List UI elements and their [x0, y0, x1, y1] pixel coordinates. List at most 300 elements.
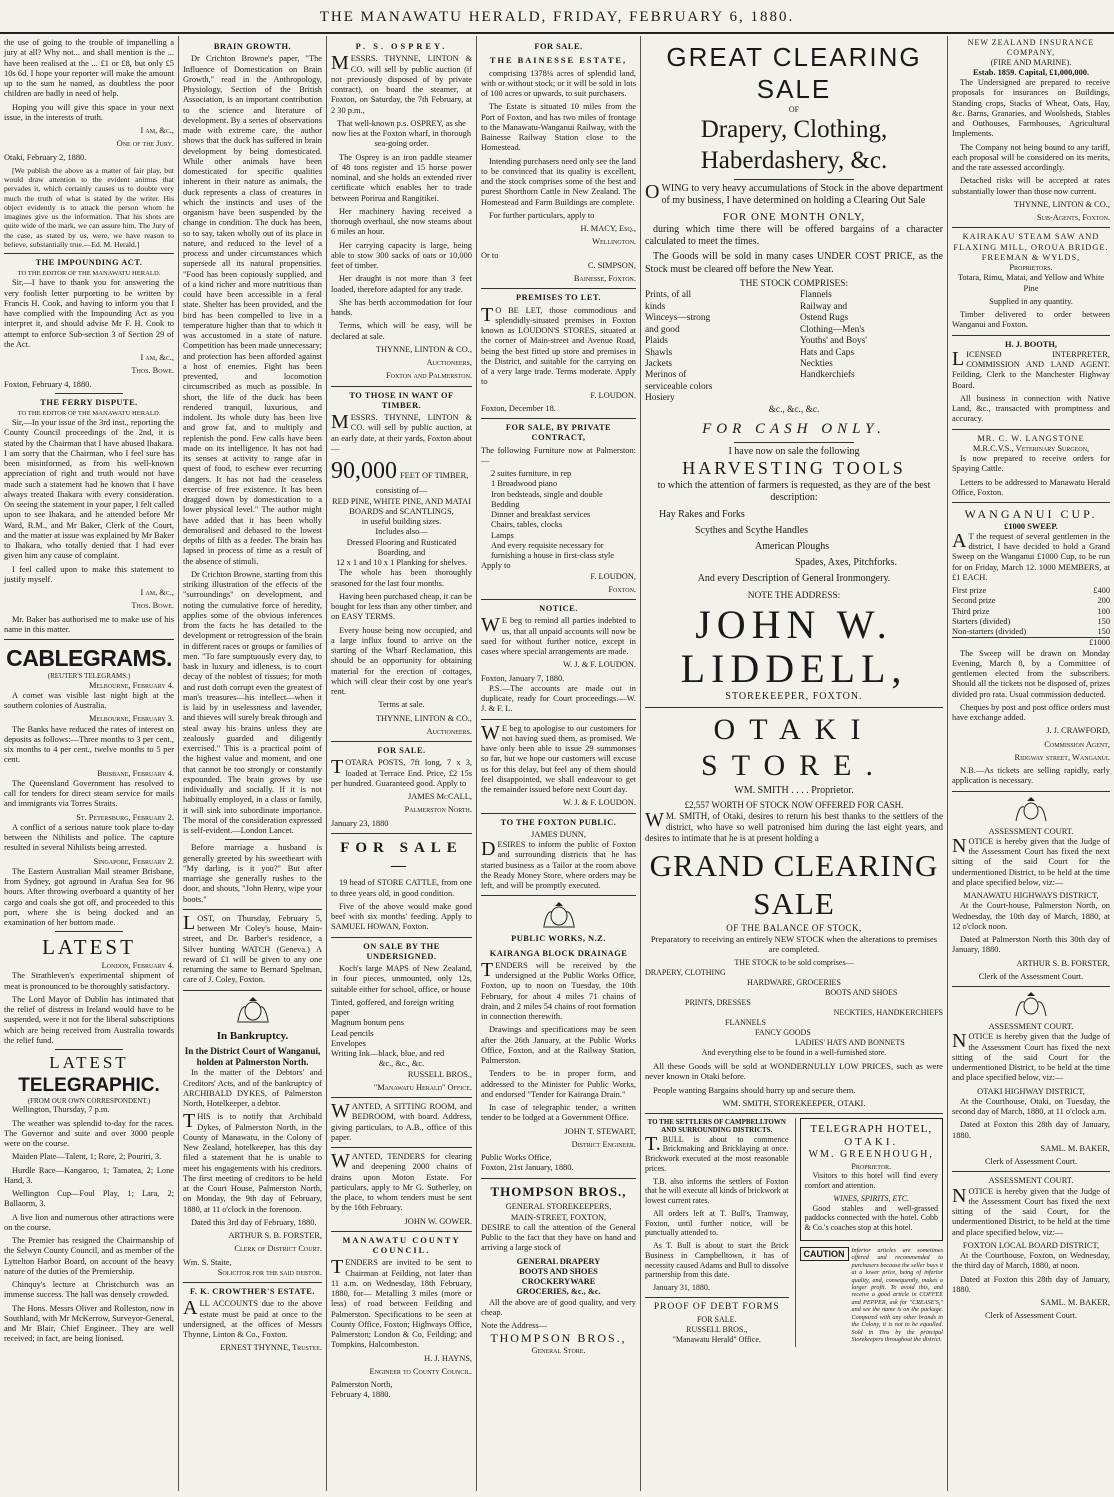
debt-text: FOR SALE.	[696, 1315, 737, 1325]
caution-ad	[800, 1247, 944, 1347]
apology-body: WE beg to apologise to our customers for not having sued them, as promised. We have only been able to issue 29 summonses so far, but we hope our customers will excuse us for this delay, but feel any of them should feel disappointed, we shall endeavour to get the remainder issued before next Court day.	[481, 721, 636, 794]
kairakau-owner: FREEMAN & WYLDS,	[981, 252, 1081, 262]
list-item: 1 Broadwood piano	[491, 479, 558, 489]
divider	[183, 909, 322, 910]
sign: Engineer to County Council.	[369, 1366, 472, 1376]
works-text: TENDERS will be received by the undersigned at the Public Works Office, Foxton, up to noon on Tuesday, the 10th February, for about 4 miles 71 chains of drain, and 2 miles 54 chains of root formation in connection therewith.	[481, 958, 636, 1021]
letter-text: the use of going to the trouble of impanelling a jury at all? Why not... and shall mention is the ... have been realised at the ... £1 or £8, but only £5 10s 6d. I hope your reporter will make the amount up to the sum he named, as doubtless the poor children are badly in need of help.	[4, 38, 174, 99]
assess-text: At the Courthouse, Foxton, on Wednesday, the third day of March, 1880, at noon.	[952, 1251, 1110, 1271]
kairakau-text: Supplied in any quantity.	[989, 296, 1073, 306]
langstone-text: Letters to be addressed to Manawatu Herald Office, Foxton.	[952, 477, 1110, 497]
maps-title: ON SALE BY THE UNDERSIGNED.	[363, 941, 440, 961]
brain-text: Dr Crichton Browne, starting from this striking illustration of the effects of the "surroundings" on development, and noting the cumulative force of heredity, applies some of the obvious inferences from the facts he has detailed to the development or retrogression of the brain in different races or groups or families of men. "To fare sumptuously every day, to bask in luxury and idleness, is to court decay of the noblest of tissues; for moth and rust doth corrupt even the greatest of man's treasures—his intellect—when it is laid by in uselessness and lavender, and thieves will surely break through and steal away his brains unless they are zealously guarded and diligently exercised." This is a practical point of the highest value and moment, and one that cannot be too strongly or constantly expounded. The brain grows by use individually and socially. If it is not habitually employed, in a class or family, it will sink into subordinate importance. The moral of the consideration expressed is self-evident.—London Lancet.	[183, 569, 322, 835]
cable-text: A comet was visible last night high at the southern colonies of Australia.	[4, 690, 174, 711]
bull-text: T.B. also informs the settlers of Foxton that he will execute all kinds of brickwork at lowest current rates.	[645, 1176, 789, 1206]
timber-line: Includes also—	[375, 527, 428, 537]
sign: JOHN T. STEWART,	[564, 1126, 636, 1136]
prize-amount: 150	[1097, 616, 1110, 626]
sign: February 4, 1880.	[331, 1390, 391, 1400]
list-item: Flannels	[799, 290, 832, 301]
impounding-body: Sir,—I have to thank you for answering the very foolish letter purporting to be written by Francis H. Cook, and having to inform you that I have complied with the Impounding Act as you interpret it, and should advise Mr F. H. Cook to attempt to enforce Sub-section 3 of Section 29 of the Act.	[4, 278, 174, 349]
hotel-town: OTAKI.	[844, 1135, 899, 1148]
thompson-text: DESIRE to call the attention of the General Public to the fact that they have on hand and arriving a large stock of	[481, 1222, 636, 1253]
booth-name: H. J. BOOTH,	[1005, 339, 1057, 349]
assess-title: ASSESSMENT COURT.	[988, 826, 1074, 836]
assess-district: OTAKI HIGHWAY DISTRICT,	[977, 1086, 1085, 1096]
timber-amount-row	[331, 457, 472, 486]
timber-title: TO THOSE IN WANT OF TIMBER.	[349, 390, 454, 410]
sign: Thos. Bowe.	[131, 601, 174, 611]
harvest-title: HARVESTING TOOLS	[682, 457, 906, 478]
bottom-ads	[645, 1118, 943, 1347]
sign: Palmerston North.	[404, 805, 472, 815]
maps-item: Koch's large MAPS of New Zealand, in four pieces, unmounted, only 12s, suitable either for school, office, or house	[331, 964, 472, 994]
sign: ARTHUR S. B. FORSTER,	[228, 1231, 322, 1241]
premises-body: TO BE LET, those commodious and splendidly-situated premises in Foxton known as LOUDON'S STORES, situated at the corner of Main-street and Avenue Road, being the best fitted up store and premises in the District, and suitable for the carrying on of a very large trade. Terms moderate. Apply to	[481, 303, 636, 387]
thompson-title: THOMPSON BROS.,	[490, 1183, 627, 1199]
cablegrams-sub: (REUTER'S TELEGRAMS.)	[47, 672, 131, 681]
stock-left	[645, 290, 788, 405]
dateline: Melbourne, February 3.	[88, 714, 174, 724]
latest-text: The Lord Mayor of Dublin has intimated that the relief of distress in Ireland would have to be suspended, were it not for the liberal subscriptions which are being received from Australia towards the relief fund.	[4, 994, 174, 1045]
thompson-item: GROCERIES, &c., &c.	[516, 1287, 601, 1297]
cup-body: AT the request of several gentlemen in the district, I have decided to hold a Grand Sweep on the Wanganui £1000 Cup, to be run for on Friday, March 12. 1000 MEMBERS, at £1 EACH.	[952, 529, 1110, 582]
timber-text: The whole has been thoroughly seasoned for the last four months.	[331, 568, 472, 588]
column-4	[477, 38, 640, 1488]
prize-amount: 200	[1097, 596, 1110, 606]
crowther-sign: ERNEST THYNNE, Trustee.	[220, 1343, 322, 1353]
bull-text: T.BULL is about to commence Brickmaking and Bricklaying at once. Brickwork executed at the most reasonable prices.	[645, 1132, 789, 1173]
divider	[331, 1097, 472, 1098]
sign: THYNNE, LINTON & CO.,	[375, 713, 472, 723]
latest-text: The Strathleven's experimental shipment of meat is pronounced to be thoroughly satisfactory.	[4, 971, 174, 991]
sign: I am, &c.,	[140, 353, 174, 363]
divider	[331, 937, 472, 938]
sign: F. LOUDON,	[590, 571, 636, 581]
grand-sale: GRAND CLEARING SALE	[649, 848, 939, 921]
cup-rules: The Sweep will be drawn on Monday Evening, March 8, by a Committee of gentlemen elected from the subscribers. Should all the tickets not be disposed of, prizes divided pro rata. Usual commission deducted.	[952, 648, 1110, 699]
insurance-text: The Undersigned are prepared to receive proposals for insurances on Buildings, Standing crops, Stacks of Wheat, Oats, Hay, &c. Barns, Granaries, and Woolsheds, Stables and Outhouses, Farmhouses, Agricultural Implements.	[952, 78, 1110, 139]
otaki-title: OTAKI STORE.	[701, 712, 887, 783]
maps-item: Envelopes	[331, 1038, 366, 1048]
sign: Wm. S. Staite,	[183, 1257, 232, 1267]
telegraphic-title: LATEST	[49, 1053, 129, 1072]
assess-text: Dated at Palmerston North this 30th day of January, 1880.	[952, 935, 1110, 955]
forsale-title: FOR SALE.	[534, 42, 583, 51]
assess-title: ASSESSMENT COURT.	[988, 1176, 1074, 1186]
langstone-sub: M.R.C.V.S., Veterinary Surgeon,	[972, 443, 1090, 453]
sign: RUSSELL BROS.,	[407, 1069, 472, 1079]
booth-tail: All business in connection with Native Land, &c., transacted with promptness and accuracy.	[952, 393, 1110, 424]
cablegrams-title: CABLEGRAMS.	[6, 645, 172, 672]
impounding-to: TO THE EDITOR OF THE MANAWATU HERALD.	[17, 270, 161, 278]
forsale-body: 19 head of STORE CATTLE, from one to three years old, in good condition.	[331, 878, 472, 898]
tele-text: Hurdle Race—Kangaroo, 1; Tamatea, 2; Lone Hand, 3.	[4, 1165, 174, 1185]
bainesse-title: THE BAINESSE ESTATE,	[489, 56, 628, 66]
sign: C. SIMPSON,	[587, 260, 636, 270]
crowther-body: ALL ACCOUNTS due to the above estate must be paid at once to the undersigned, at the offices of Messrs Thynne, Linton & Co., Foxton.	[183, 1297, 322, 1340]
list-item: Clothing—Men's Youths' and Boys'	[799, 324, 867, 347]
otaki-body: WM. SMITH, of Otaki, desires to return his best thanks to the settlers of the district, who have so well patronised him during the last eight years, and desires to intimate that he is at present holding a	[645, 809, 943, 844]
public-body: DESIRES to inform the public of Foxton and surrounding districts that he has started business as a Tailor at the room above the Ready Money Store, where orders may be left, and will be promptly executed.	[481, 838, 636, 890]
osprey-text: MESSRS. THYNNE, LINTON & CO. will sell by public auction (if not previously disposed of by private contract), on board the steamer, at Foxton, on Saturday, the 7th February, at 2 30 p.m.,	[331, 52, 472, 115]
sale-text: The Goods will be sold in many cases UNDER COST PRICE, as the Stock must be cleared off before the New Year.	[645, 251, 943, 275]
sign: Solicitor for the said debtor.	[217, 1267, 322, 1277]
divider	[952, 429, 1110, 430]
divider	[952, 335, 1110, 336]
harvest-item: Spades, Axes, Pitchforks.	[795, 557, 897, 569]
divider	[734, 179, 853, 180]
letter-sign: I am, &c.,	[140, 126, 174, 135]
maps-item: Tinted, goffered, and foreign writing paper	[331, 997, 454, 1018]
royal-arms-icon	[1011, 991, 1051, 1019]
sign: District Engineer.	[571, 1139, 636, 1149]
assess-text: NOTICE is hereby given that the Judge of the Assessment Court has fixed the next sitting of the said Court for the undermentioned District, to be held at the time and place specified below, viz:—	[952, 834, 1110, 887]
dateline: Singapore, February 2.	[93, 856, 174, 866]
assess-text: Dated at Foxton this 28th day of January, 1880.	[952, 1274, 1110, 1294]
ferry-body: Sir,—In your issue of the 3rd inst., reporting the County Council proceedings of the 2nd, it is stated by the Chairman that I have abused Ihakara. I am sorry that the Chairman, who I feel sure has been misinformed, as from his well-known appreciation of right and truth would not have made such a statement had he known that I have always treated Ihakara with every consideration. On seeing the statement in your paper, I felt called upon to see Ihakara, and he attended before Mr Ward, R.M., and Mr Baker, Clerk of the Court, and the matter at issue was explained by Mr Baker to Ihakara, who totally denied that I had ever given him any cause of complaint.	[4, 418, 174, 561]
bull-text: As T. Bull is about to start the Brick Business in Campbelltown, it has of necessity caused Adams and Bull to dissolve partnership from this date.	[645, 1241, 789, 1280]
bull-ad	[645, 1118, 789, 1347]
kairakau-text: Totara, Rimu, Matai, and Yellow and White Pine	[957, 273, 1105, 293]
assess-title: ASSESSMENT COURT.	[988, 1022, 1074, 1032]
divider	[952, 791, 1110, 792]
tele-text: A live lion and numerous other attractions were on the course.	[4, 1212, 174, 1232]
sale-text: FOR ONE MONTH ONLY,	[722, 210, 866, 223]
debt-title: PROOF OF DEBT FORMS	[653, 1301, 780, 1312]
forsale-body: Five of the above would make good beef with six months' feeding. Apply to SAMUEL HOWAN, Foxton.	[331, 901, 472, 932]
list-item: Shawls	[645, 347, 673, 358]
assess-district: FOXTON LOCAL BOARD DISTRICT,	[962, 1240, 1100, 1250]
thompson-item: CROCKERYWARE	[521, 1277, 596, 1287]
sign: Apply to	[481, 561, 511, 571]
assess-text: At the Court-house, Palmerston North, on Wednesday, the 10th day of March, 1880, at 12 o'clock noon.	[952, 901, 1110, 931]
council-title: MANAWATU COUNTY COUNCIL.	[342, 1235, 461, 1256]
bull-title: TO THE SETTLERS OF CAMPBELLTOWN AND SURROUNDING DISTRICTS.	[647, 1117, 786, 1135]
public-title: TO THE FOXTON PUBLIC.	[500, 817, 617, 827]
sign: Thos. Bowe.	[131, 366, 174, 376]
list-item: Bedding	[491, 499, 520, 509]
divider	[734, 442, 853, 443]
list-item: DRAPERY, CLOTHING	[645, 967, 726, 977]
sign: F. LOUDON.	[590, 390, 636, 400]
wanted-ad: WANTED, A SITTING ROOM, and BEDROOM, with board. Address, giving particulars, to A.B., office of this paper.	[331, 1100, 472, 1142]
osprey-text: The Osprey is an iron paddle steamer of 48 tons register and 15 horse power nominal, and she holds an extended river certificate which enables her to trade between Porirua and Rangitikei.	[331, 152, 472, 203]
list-item: Plaids	[645, 336, 668, 347]
sign-date: Foxton, January 7, 1880.	[481, 673, 565, 683]
list-item: Neckties	[799, 359, 833, 369]
royal-arms-icon	[1011, 796, 1051, 824]
insurance-sub: (FIRE AND MARINE).	[990, 57, 1072, 67]
sign: Clerk of District Court.	[234, 1244, 322, 1254]
crowther-title: F. K. CROWTHER'S ESTATE.	[190, 1287, 315, 1297]
sign-date: Foxton, February 4, 1880.	[4, 379, 92, 389]
liddell-name: JOHN W. LIDDELL,	[680, 601, 908, 691]
debt-text: RUSSELL BROS.,	[686, 1325, 748, 1335]
works-text: In case of telegraphic tender, a written tender to be lodged at a Government Office.	[481, 1103, 636, 1123]
sign: Clerk of Assessment Court.	[984, 1311, 1078, 1321]
sale-goods: Drapery, Clothing, Haberdashery, &c.	[700, 116, 888, 174]
divider	[952, 502, 1110, 503]
forsale-body: TOTARA POSTS, 7ft long, 7 x 3, loaded at Terrace End. Price, £2 15s per hundred. Guaranteed good. Apply to	[331, 756, 472, 788]
list-item: 2 suites furniture, in rep	[491, 469, 572, 478]
timber-amount: 90,000	[331, 458, 397, 484]
works-sub: KAIRANGA BLOCK DRAINAGE	[489, 948, 628, 958]
harvest-item: American Ploughs	[755, 541, 830, 553]
hotel-prop: WM. GREENHOUGH,	[808, 1149, 934, 1161]
kairakau-role: Proprietors.	[1009, 263, 1053, 272]
prize-total: £1000	[952, 637, 1110, 648]
furniture-title: FOR SALE, BY PRIVATE CONTRACT,	[505, 423, 612, 443]
sale-of: OF	[788, 105, 800, 115]
sign: Commission Agent,	[1044, 739, 1110, 749]
sign: J. J. CRAWFORD,	[1046, 726, 1110, 736]
caution-title: CAUTION	[800, 1247, 849, 1261]
list-item: And everything else to be found in a well-furnished store.	[701, 1047, 887, 1057]
harvest-item: Hay Rakes and Forks	[659, 509, 745, 521]
tele-text: Maiden Plate—Talent, 1; Rore, 2; Pouriri, 3.	[12, 1152, 162, 1162]
divider	[952, 227, 1110, 228]
hotel-text: WINES, SPIRITS, ETC.	[833, 1193, 910, 1203]
list-item: Iron bedsteads, single and double	[491, 489, 603, 499]
divider	[481, 1178, 636, 1179]
stock-tail: &c., &c., &c.	[768, 404, 820, 415]
dateline: Brisbane, February 4.	[97, 768, 174, 778]
prize-amount: £400	[1093, 586, 1110, 596]
hotel-box	[800, 1118, 944, 1241]
notice-body: WE beg to remind all parties indebted to us, that all unpaid accounts will now be sued for without further notice, except in cases where special arrangements are made.	[481, 614, 636, 656]
sign: THYNNE, LINTON & CO.,	[1013, 199, 1110, 209]
timber-text: Having been purchased cheap, it can be bought for less than any other timber, and on EASY TERMS.	[331, 591, 472, 622]
prize-row	[952, 617, 1110, 627]
prize-amount: 100	[1097, 606, 1110, 616]
bankruptcy-title: In Bankruptcy.	[216, 1029, 289, 1042]
liddell-sub: STOREKEEPER, FOXTON.	[725, 690, 863, 702]
sign: THYNNE, LINTON & CO.,	[375, 344, 472, 354]
harvest-body: to which the attention of farmers is requested, as they are of the best description:	[657, 479, 931, 503]
cup-sweep: £1000 SWEEP.	[1004, 521, 1058, 531]
list-item: FANCY GOODS	[755, 1027, 811, 1037]
divider	[183, 990, 322, 991]
list-item: Prints, of all kinds	[645, 290, 692, 312]
bankruptcy-body: THIS is to notify that Archibald Dykes, of Palmerston North, in the County of Manawatu, in the Colony of New Zealand, hotelkeeper, has this day filed a statement that he is unable to meet his engagements with his creditors. The first meeting of creditors to be held at the Court House, Palmerston North, on Monday, the 9th day of February, 1880, at 11 o'clock in the forenoon.	[183, 1110, 322, 1214]
hotel-title: TELEGRAPH HOTEL,	[810, 1122, 933, 1135]
divider	[952, 986, 1110, 987]
thompson-sub: GENERAL STOREKEEPERS,	[505, 1202, 612, 1212]
column-6	[948, 38, 1114, 1488]
harvest-intro: I have now on sale the following	[728, 445, 860, 457]
sign-date: Foxton, December 18.	[481, 403, 556, 413]
divider	[4, 639, 174, 640]
letter-text: Hoping you will give this space in your next issue, in the interests of truth.	[4, 102, 174, 122]
prize-amount: 150	[1097, 627, 1110, 637]
column-2	[179, 38, 326, 1488]
tele-text: The weather was splendid to-day for the races. The Governor and suite and over 3000 people were on the course.	[4, 1118, 174, 1149]
hotel-text: Visitors to this hotel will find every comfort and attention.	[804, 1171, 938, 1191]
sale-text: during which time there will be offered bargains of a character calculated to meet the times.	[645, 223, 943, 248]
bainesse-text: The Estate is situated 10 miles from the Port of Foxton, and has two miles of frontage to the Manawatu-Wanganui Railway, with the Bainesse Railway Station close to the Homestead.	[481, 102, 636, 153]
bankruptcy-date: Dated this 3rd day of February, 1880.	[191, 1217, 317, 1227]
thompson-item: GENERAL DRAPERY	[516, 1256, 601, 1266]
list-item: Hats and Caps	[799, 347, 855, 358]
divider	[55, 393, 123, 394]
column-3	[327, 38, 476, 1488]
sale-title: GREAT CLEARING SALE	[666, 42, 922, 104]
public-name: JAMES DUNN,	[531, 829, 586, 839]
assess-text: Dated at Foxton this 28th day of January, 1880.	[952, 1120, 1110, 1140]
sign: SAML. M. BAKER,	[1040, 1298, 1110, 1308]
sign: Bainesse, Foxton.	[573, 274, 636, 283]
list-item: THE STOCK to be sold comprises—	[734, 957, 854, 967]
prize-label: First prize	[952, 586, 987, 596]
bankruptcy-matter: In the matter of the Debtors' and Creditors' Acts, and of the bankruptcy of ARCHIBALD DYKES, of Palmerston North, Hotelkeeper, a debtor.	[183, 1068, 322, 1109]
stock-list	[645, 290, 943, 405]
royal-arms-icon	[233, 995, 273, 1025]
hotel-ad	[795, 1118, 944, 1347]
letter-date: Otaki, February 2, 1880.	[4, 152, 87, 162]
forsale-title: FOR SALE.	[377, 746, 426, 756]
forsale-title: FOR SALE—	[340, 839, 463, 875]
timber-line: in useful building sizes.	[361, 517, 442, 527]
prize-label: Third prize	[952, 606, 990, 616]
timber-text: Terms at sale.	[378, 700, 425, 710]
telegraphic-sub: (FROM OUR OWN CORRESPONDENT.)	[27, 1096, 151, 1105]
ferry-to: TO THE EDITOR OF THE MANAWATU HERALD.	[17, 410, 161, 418]
maps-item: Lead pencils	[331, 1028, 374, 1038]
divider	[331, 1231, 472, 1232]
divider	[645, 707, 943, 708]
sign: Clerk of Assessment Court.	[984, 1157, 1078, 1167]
insurance-capital: Estab. 1859. Capital, £1,000,000.	[972, 67, 1090, 77]
divider	[183, 1282, 322, 1283]
sign: Ridgway street, Wanganui.	[1014, 752, 1110, 762]
cable-text: The Banks have reduced the rates of interest on deposits as follows:—Three months to 3 per cent., six months to 4 per cent., twelve months to 5 per cent.	[4, 724, 174, 765]
bull-date: January 31, 1880.	[653, 1283, 710, 1293]
timber-text: Every house being now occupied, and a large influx found to arrive on the starting of the Wharf Reclamation, this should be an opportunity for obtaining material for the erection of cottages, which will clear their cost by one year's rent.	[331, 625, 472, 697]
tele-text: Wellington, Thursday, 7 p.m.	[12, 1105, 110, 1115]
thompson-item: BOOTS AND SHOES	[519, 1266, 598, 1276]
dateline: London, February 4.	[101, 961, 174, 970]
grand-list	[645, 958, 943, 1058]
list-item: FLANNELS	[725, 1017, 766, 1027]
prize-row	[952, 607, 1110, 617]
divider	[645, 1113, 943, 1114]
langstone-text: Is now prepared to receive orders for Spaying Cattle.	[952, 454, 1110, 474]
address-label: NOTE THE ADDRESS:	[747, 591, 841, 602]
divider	[55, 1049, 123, 1050]
prize-row	[952, 627, 1110, 637]
bainesse-text: For further particulars, apply to	[489, 210, 595, 220]
sign: I am, &c.,	[140, 588, 174, 598]
furniture-list	[481, 469, 636, 561]
timber-amount-tail: FEET OF TIMBER,	[400, 471, 469, 480]
osprey-text: Terms, which will be easy, will be declared at sale.	[331, 321, 472, 341]
prize-label: Non-starters (divided)	[952, 627, 1027, 637]
bull-text: All orders left at T. Bull's, Tramway, Foxton, until further notice, will be punctually attended to.	[645, 1208, 789, 1238]
sign: General Store.	[531, 1345, 586, 1355]
tele-text: The Premier has resigned the Chairmanship of the Selwyn County Council, and as member of the Lyttelton Harbor Board, on account of the heavy nature of the duties of the Premiership.	[4, 1236, 174, 1276]
bainesse-text: comprising 1378¼ acres of splendid land, with or without stock; or it will be sold in lots of 100 acres or upwards, to suit purchasers.	[481, 68, 636, 98]
stock-title: THE STOCK COMPRISES:	[739, 278, 849, 289]
timber-line: 12 x 1 and 10 x 1 Planking for shelves.	[336, 558, 467, 568]
sign: W. J. & F. LOUDON.	[562, 660, 636, 670]
list-item: Merinos of serviceable colors	[645, 370, 713, 392]
debt-text: "Manawatu Herald" Office.	[672, 1334, 761, 1344]
hotel-prop-role: Proprietor.	[851, 1161, 892, 1171]
timber-line: Dressed Flooring and Rusticated Boarding, and	[346, 537, 457, 557]
list-item: Railway and Ostend Rugs	[799, 301, 849, 324]
telegraphic-title: TELEGRAPHIC.	[18, 1074, 160, 1096]
cash-only: FOR CASH ONLY.	[702, 421, 886, 438]
thompson-street: MAIN-STREET, FOXTON,	[510, 1212, 607, 1222]
timber-line: BOARDS and SCANTLINGS,	[349, 506, 454, 516]
brain-text: Dr Crichton Browne's paper, "The Influence of Domestication on Brain Growth," read in the Anthropology, Physiology, Section of the British Association, is an important contribution to the science and literature of development. By a series of observations made with extreme care, the author shows that the duck has suffered in brain development by being domesticated. While other animals have been domesticated for specific qualities inherent in their nature as animals, the duck represents a class of creatures in which the instincts and uses of the organism have been suspended by the change in condition. The duck has been, so to say, taken wholly out of its place in nature, and reduced to the level of a process and under circumstances which supersede all its natural propensities. "Food has been copiously supplied, and of a kind richer and more nutritious than could have been accessible in a feral state. Shelter has been provided, and the bird has been compelled to live in a temperature higher than that to which it was accustomed in a state of nature. Competition has been made unnecessary; and protection has been afforded against a host of enemies. Fight has been prevented, and locomotion circumscribed as much as possible. In short, the life of the duck has been rendered tranquil, luxurious, and indolent. Its whole duty has been live and grow fat, and to multiply and replenish the pond. Few calls have been made on its intelligence. It has not had its senses at activity to range afar in quest of food, to eschew ever recurring dangers. It has not had the ceaseless exercise of free existence. It has been dragged down by domestication to a lower physical level." The author might have added that it has been wholly demoralised and debased to the lowest depths of filth as a feeder. The brain has lapsed in process of time as a result of the absence of stimuli.	[183, 54, 322, 566]
letter-sign: One of the Jury.	[116, 139, 174, 149]
works-text: Tenders to be in proper form, and addressed to the Minister for Public Works, and endorsed "Tender for Kairanga Drain."	[481, 1069, 636, 1099]
osprey-text: Her carrying capacity is large, being able to stow 300 sacks of oats or 10,000 feet of timber.	[331, 240, 472, 270]
works-title: PUBLIC WORKS, N.Z.	[511, 934, 606, 944]
list-item: PRINTS, DRESSES	[685, 997, 751, 1007]
cup-rules: Cheques by post and post office orders must have exchange added.	[952, 702, 1110, 723]
list-item: Hosiery	[645, 393, 675, 404]
sign: Or to	[481, 250, 499, 260]
osprey-text: She has berth accommodation for four hands.	[331, 297, 472, 317]
marriage-text: Before marriage a husband is generally greeted by his sweetheart with "My darling, is it you?" But after marriage she generally rushes to the door, and shouts, "John Henry, wipe your boots."	[183, 843, 322, 904]
sign: Wellington.	[592, 237, 636, 247]
caution-body: Inferior articles are sometimes offered and recommended to purchasers because the seller buys it at a lower price, being of inferior quality, and, consequently, makes a larger profit. To avoid this, and receive a good article in COFFEE and PEPPER, ask for "CREASE'S," and see the name is on the package. Compared with any other brands in the Colony, it is not to be equalled. Sold in Tins by the principal Storekeepers throughout the district.	[851, 1246, 943, 1344]
assess-district: MANAWATU HIGHWAYS DISTRICT,	[963, 891, 1099, 901]
cup-note: N.B.—As tickets are selling rapidly, early application is necessary.	[952, 766, 1110, 786]
divider	[481, 813, 636, 814]
dateline: Melbourne, February 4.	[88, 680, 174, 690]
divider	[55, 931, 123, 932]
maps-item: Writing Ink—black, blue, and red	[331, 1049, 445, 1059]
sale-text: OWING to very heavy accumulations of Stock in the above department of my business, I have determined on holding a Clearing Out Sale	[645, 181, 943, 207]
divider	[481, 895, 636, 896]
sign: W. J. & F. LOUDON.	[562, 798, 636, 808]
tele-text: Chinquy's lecture at Christchurch was an immense success. The hall was densely crowded.	[4, 1280, 174, 1300]
wanted-ad: WANTED, TENDERS for clearing and deepening 2000 chains of drains upon Moton Estate. For particulars, apply to Mr G. Sutherley, on the place, to whom tenders must be sent by the 16th February.	[331, 1150, 472, 1213]
list-item: Jackets	[645, 359, 673, 369]
lost-ad: LOST, on Thursday, February 5, between Mr Coley's house, Main-street, and Dr. Barber's residence, a Silver hunting WATCH (Geneva.) A reward of £1 will be given to any one returning the same to Bernard Spelman, care of J. Coley, Foxton.	[183, 911, 322, 985]
otaki-prop: WM. SMITH . . . . Proprietor.	[734, 785, 854, 796]
harvest-item: And every Description of General Ironmongery.	[697, 573, 891, 585]
brain-title: BRAIN GROWTH.	[213, 42, 292, 51]
council-body: TENDERS are invited to be sent to Chairman at Feilding, not later than 11 a.m. on Wednesday, 18th February, 1880, for— Metalling 3 miles (more or less) of road between Feilding and Palmerston. Specifications to be seen at County Office, Foxton; Highways Office, Palmerston; London & Co, Feilding; and Tompkins, Halcombeston.	[331, 1256, 472, 1350]
assess-text: NOTICE is hereby given that the Judge of the Assessment Court has fixed the next sitting of the said Court, for the undermentioned District, to be held at the time and place specified below, viz:—	[952, 1184, 1110, 1237]
works-text: Drawings and specifications may be seen after the 26th January, at the Public Works Office, Foxton, and at the Railway Station, Palmerston.	[481, 1025, 636, 1065]
osprey-text: Her draught is not more than 3 feet loaded, therefore adapted for any trade.	[331, 274, 472, 294]
sign: Foxton.	[608, 584, 636, 594]
bankruptcy-court: In the District Court of Wanganui, holden at Palmerston North.	[184, 1045, 321, 1068]
sign: Note the Address—	[481, 1321, 548, 1331]
royal-arms-icon	[539, 900, 579, 930]
sign: H. MACY, Esq.,	[580, 224, 636, 233]
sign: H. J. HAYNS,	[424, 1353, 472, 1363]
divider	[331, 386, 472, 387]
assess-text: At the Courthouse, Otaki, on Tuesday, the second day of March, 1880, at 11 o'clock a.m.	[952, 1096, 1110, 1117]
list-item: BOOTS AND SHOES	[825, 987, 898, 997]
prize-row	[952, 596, 1110, 606]
hotel-text: Good stables and well-grassed paddocks connected with the hotel. Cobb & Co.'s coaches stop at this hotel.	[804, 1203, 938, 1233]
list-item: Handkerchiefs	[799, 370, 855, 381]
divider	[331, 833, 472, 834]
impounding-title: THE IMPOUNDING ACT.	[35, 258, 143, 267]
sign: Palmerston North,	[331, 1380, 393, 1390]
prize-label: Second prize	[952, 596, 996, 606]
divider	[481, 599, 636, 600]
insurance-text: The Company not being bound to any tariff, each proposal will be considered on its merits, and the rate assessed accordingly.	[952, 142, 1110, 172]
